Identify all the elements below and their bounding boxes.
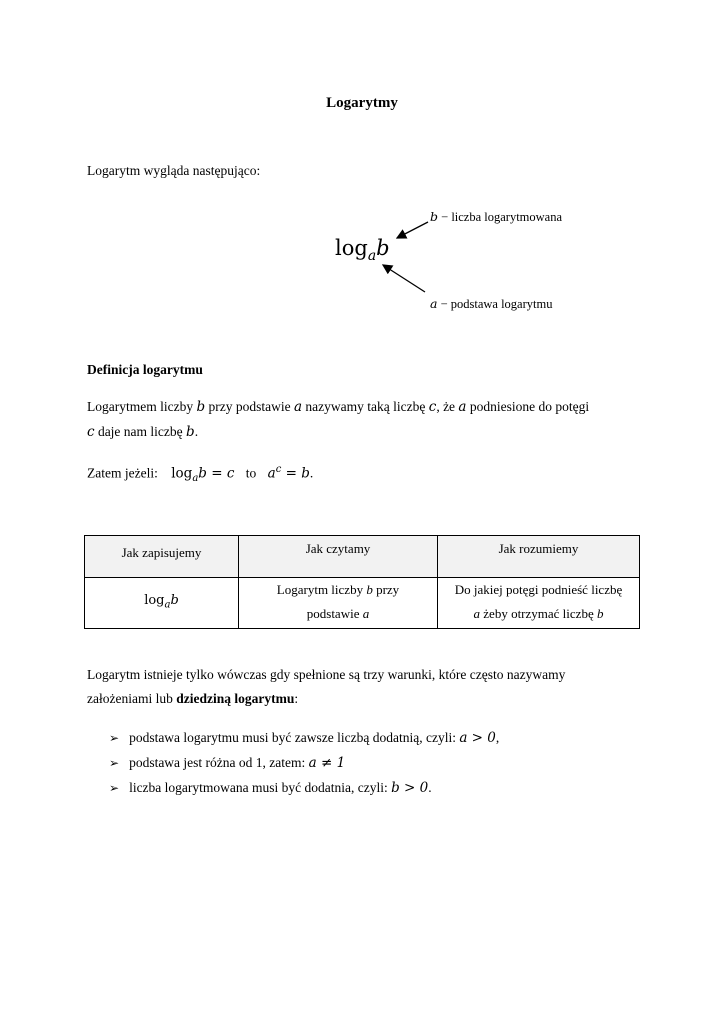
bullet-arrow-icon: ➢ [109, 756, 120, 770]
arrow-to-b [397, 222, 428, 238]
bullet-arrow-icon: ➢ [109, 731, 120, 745]
cell-var: b [596, 606, 604, 621]
def-text: daje nam liczbę [94, 424, 187, 439]
cell-text: żeby otrzymać liczbę [480, 606, 597, 621]
def-text: nazywamy taką liczbę [302, 399, 429, 414]
def-text: Logarytmem liczby [87, 399, 197, 414]
bullet-text: liczba logarytmowana musi być dodatnia, czyli: [129, 780, 392, 795]
domain-line-1: Logarytm istnieje tylko wówczas gdy spełnione są trzy warunki, które często nazywamy [87, 667, 566, 682]
table-header-cell: Jak zapisujemy [85, 536, 239, 578]
table-header-cell: Jak rozumiemy [438, 536, 640, 578]
log-formula [335, 236, 390, 264]
domain-text: założeniami lub [87, 691, 177, 706]
log-word: log [335, 236, 368, 260]
then-eq2: = b [281, 465, 310, 482]
log-arg: b [376, 236, 390, 260]
table-cell-notation [85, 578, 239, 629]
log-base: a [367, 248, 377, 265]
then-to: to [245, 465, 257, 481]
label-b-text: − liczba logarytmowana [438, 210, 563, 224]
label-a [430, 295, 552, 313]
then-pow-exp: c [275, 464, 282, 475]
then-dot: . [309, 465, 314, 481]
cell-base: a [164, 599, 171, 611]
def-var-b: b [196, 399, 206, 415]
bullet-math: a ≠ 1 [308, 755, 346, 771]
cell-var: a [362, 606, 370, 621]
definition-line-1 [87, 398, 589, 416]
cell-text: podstawie [306, 606, 363, 621]
list-item [109, 729, 499, 747]
then-base: a [192, 473, 199, 485]
def-text: podniesione do potęgi [466, 399, 590, 414]
bullet-math: a > 0 [459, 730, 496, 746]
table-cell-meaning [438, 578, 640, 629]
cell-text: przy [372, 582, 400, 597]
def-text: , że [436, 399, 459, 414]
cell-text: Do jakiej potęgi podnieść liczbę [454, 582, 623, 597]
def-var-c: c [87, 424, 95, 440]
label-b [430, 208, 562, 226]
table-cell-reading [239, 578, 438, 629]
def-var-c: c [428, 399, 437, 415]
table-header-cell: Jak czytamy [239, 536, 438, 578]
bullet-text: podstawa jest różna od 1, zatem: [129, 755, 309, 770]
bullet-tail: , [495, 730, 500, 745]
then-eq1: b = c [198, 465, 235, 482]
then-pow-base: a [267, 465, 276, 482]
arrow-to-a [383, 265, 425, 292]
table-header-row [85, 536, 640, 578]
label-a-text: − podstawa logarytmu [437, 297, 553, 311]
bullet-text: podstawa logarytmu musi być zawsze liczbą dodatnią, czyli: [129, 730, 460, 745]
domain-bold: dziedziną logarytmu [176, 691, 295, 706]
cell-var: b [366, 582, 373, 597]
definition-then [87, 461, 313, 488]
then-log: log [171, 465, 193, 482]
definition-heading: Definicja logarytmu [87, 362, 203, 377]
page-title: Logarytmy [326, 95, 398, 111]
def-var-a: a [458, 399, 467, 415]
cell-var: a [473, 606, 481, 621]
bullet-math: b > 0 [391, 780, 429, 796]
domain-text: : [294, 691, 299, 706]
def-var-b: b [186, 424, 195, 440]
list-item [109, 754, 345, 772]
list-item [109, 779, 432, 797]
intro-text: Logarytm wygląda następująco: [87, 163, 261, 178]
def-text: . [194, 424, 199, 439]
log-table [84, 535, 640, 629]
def-text: przy podstawie [205, 399, 294, 414]
def-var-a: a [293, 399, 303, 415]
label-b-var: b [430, 209, 439, 224]
definition-line-2 [87, 423, 198, 441]
domain-line-2 [87, 690, 298, 708]
table-row [85, 578, 640, 629]
bullet-arrow-icon: ➢ [109, 781, 120, 795]
cell-arg: b [170, 593, 179, 609]
label-a-var: a [430, 296, 438, 311]
bullet-tail: . [428, 780, 432, 795]
cell-log: log [144, 593, 165, 609]
then-prefix: Zatem jeżeli: [87, 465, 158, 481]
cell-text: Logarytm liczby [276, 582, 367, 597]
